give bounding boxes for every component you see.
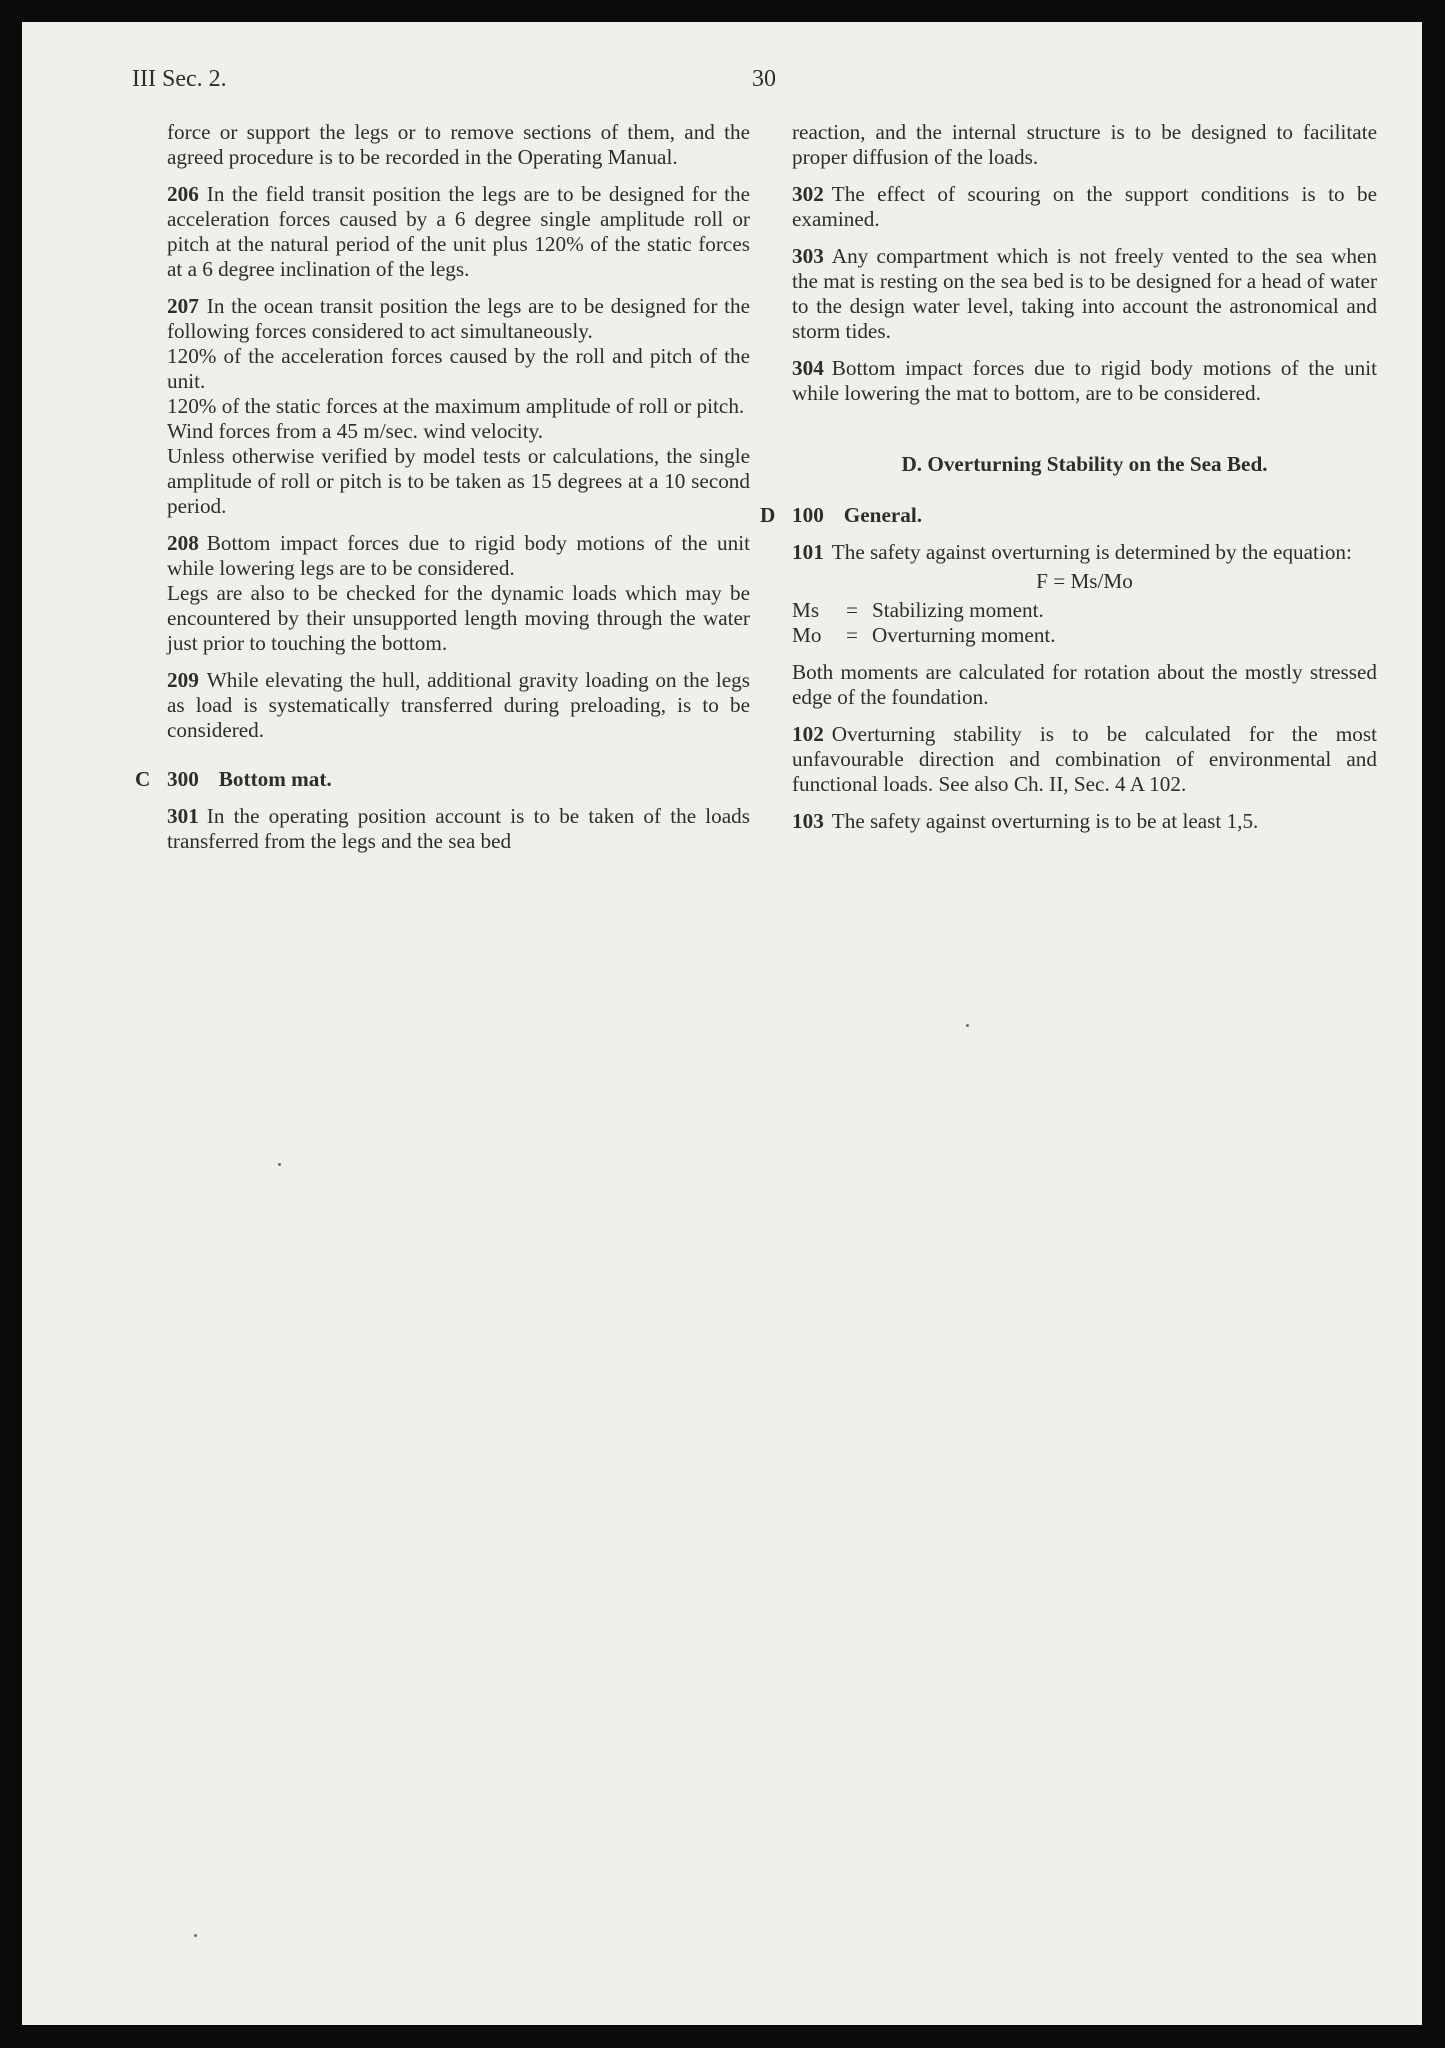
paragraph-number: 304 <box>792 356 824 380</box>
scan-speck <box>278 1163 281 1166</box>
definition-row <box>792 623 1377 648</box>
paragraph-103 <box>792 809 1377 834</box>
section-letter: D <box>760 503 776 527</box>
equals-sign: = <box>846 598 858 622</box>
left-column <box>135 120 750 866</box>
paragraph-text: Both moments are calculated for rotation about the mostly stressed edge of the foundation. <box>792 660 1377 709</box>
paragraph-text: The safety against overturning is determined by the equation: <box>831 540 1352 564</box>
paragraph-text: force or support the legs or to remove sections of them, and the agreed procedure is to be recorded in the Operating Manual. <box>167 120 750 169</box>
running-head: III Sec. 2. <box>132 66 227 92</box>
force-item: 120% of the acceleration forces caused by the roll and pitch of the unit. <box>167 344 750 393</box>
document-page <box>22 22 1422 2025</box>
paragraph-304 <box>792 356 1377 406</box>
paragraph-number: 206 <box>167 182 199 206</box>
continuation-paragraph <box>792 120 1377 170</box>
force-item: Unless otherwise verified by model tests or calculations, the single amplitude of roll or pitch is to be taken as 15 degrees at a 10 second period. <box>167 444 750 518</box>
paragraph-number: 301 <box>167 804 199 828</box>
paragraph-302 <box>792 182 1377 232</box>
scan-speck <box>194 1934 197 1937</box>
moments-note <box>792 660 1377 710</box>
subsection-title: General. <box>843 503 923 527</box>
paragraph-number: 207 <box>167 294 199 318</box>
paragraph-206 <box>167 182 750 282</box>
paragraph-209 <box>167 668 750 743</box>
subsection-title: Bottom mat. <box>218 767 332 791</box>
paragraph-text: Bottom impact forces due to rigid body motions of the unit while lowering legs are to be considered. <box>167 531 750 580</box>
scan-speck <box>966 1024 969 1027</box>
paragraph-continuation: Legs are also to be checked for the dynamic loads which may be encountered by their unsupported length moving through the water just prior to touching the bottom. <box>167 581 750 655</box>
section-letter: C <box>135 767 151 791</box>
paragraph-number: 208 <box>167 531 199 555</box>
paragraph-303 <box>792 244 1377 344</box>
paragraph-207 <box>167 294 750 519</box>
paragraph-text: While elevating the hull, additional gravity loading on the legs as load is systematically transferred during preloading, is to be considered. <box>167 668 750 742</box>
symbol-meaning: Overturning moment. <box>872 623 1056 647</box>
paragraph-101 <box>792 540 1377 565</box>
force-item: 120% of the static forces at the maximum amplitude of roll or pitch. <box>167 394 745 418</box>
continuation-paragraph <box>167 120 750 170</box>
paragraph-number: 302 <box>792 182 824 206</box>
right-column <box>760 120 1377 846</box>
paragraph-text: Overturning stability is to be calculated for the most unfavourable direction and combination of environmental and functional loads. See also Ch. II, Sec. 4 A 102. <box>792 722 1377 796</box>
subsection-number: 100 <box>792 503 824 527</box>
symbol-definitions <box>792 598 1377 648</box>
paragraph-text: The safety against overturning is to be at least 1,5. <box>831 809 1259 833</box>
paragraph-text: Any compartment which is not freely vented to the sea when the mat is resting on the sea bed is to be designed for a head of water to the design water level, taking into account the astronomical and storm tides. <box>792 244 1377 343</box>
symbol-meaning: Stabilizing moment. <box>872 598 1044 622</box>
paragraph-text: In the field transit position the legs are to be designed for the acceleration forces caused by a 6 degree single amplitude roll or pitch at the natural period of the unit plus 120% of the static forces at a 6 degree inclination of the legs. <box>167 182 750 281</box>
paragraph-number: 209 <box>167 668 199 692</box>
section-title-d: D. Overturning Stability on the Sea Bed. <box>901 452 1268 476</box>
symbol: Ms <box>792 598 820 622</box>
paragraph-text: In the operating position account is to be taken of the loads transferred from the legs and the sea bed <box>167 804 750 853</box>
subsection-number: 300 <box>167 767 199 791</box>
paragraph-text: The effect of scouring on the support conditions is to be examined. <box>792 182 1377 231</box>
paragraph-301 <box>167 804 750 854</box>
equals-sign: = <box>846 623 858 647</box>
paragraph-102 <box>792 722 1377 797</box>
paragraph-number: 101 <box>792 540 824 564</box>
page-number: 30 <box>752 66 776 92</box>
subsection-heading-d100 <box>760 503 1377 528</box>
symbol: Mo <box>792 623 822 647</box>
definition-row <box>792 598 1377 623</box>
force-item: Wind forces from a 45 m/sec. wind velocity. <box>167 419 544 443</box>
subsection-heading-c300 <box>135 767 750 792</box>
paragraph-text: reaction, and the internal structure is to be designed to facilitate proper diffusion of the loads. <box>792 120 1377 169</box>
paragraph-number: 103 <box>792 809 824 833</box>
paragraph-208 <box>167 531 750 656</box>
paragraph-text: Bottom impact forces due to rigid body motions of the unit while lowering the mat to bottom, are to be considered. <box>792 356 1377 405</box>
equation: F = Ms/Mo <box>1036 569 1133 593</box>
paragraph-number: 303 <box>792 244 824 268</box>
paragraph-number: 102 <box>792 722 824 746</box>
paragraph-text: In the ocean transit position the legs are to be designed for the following forces considered to act simultaneously. <box>167 294 750 343</box>
